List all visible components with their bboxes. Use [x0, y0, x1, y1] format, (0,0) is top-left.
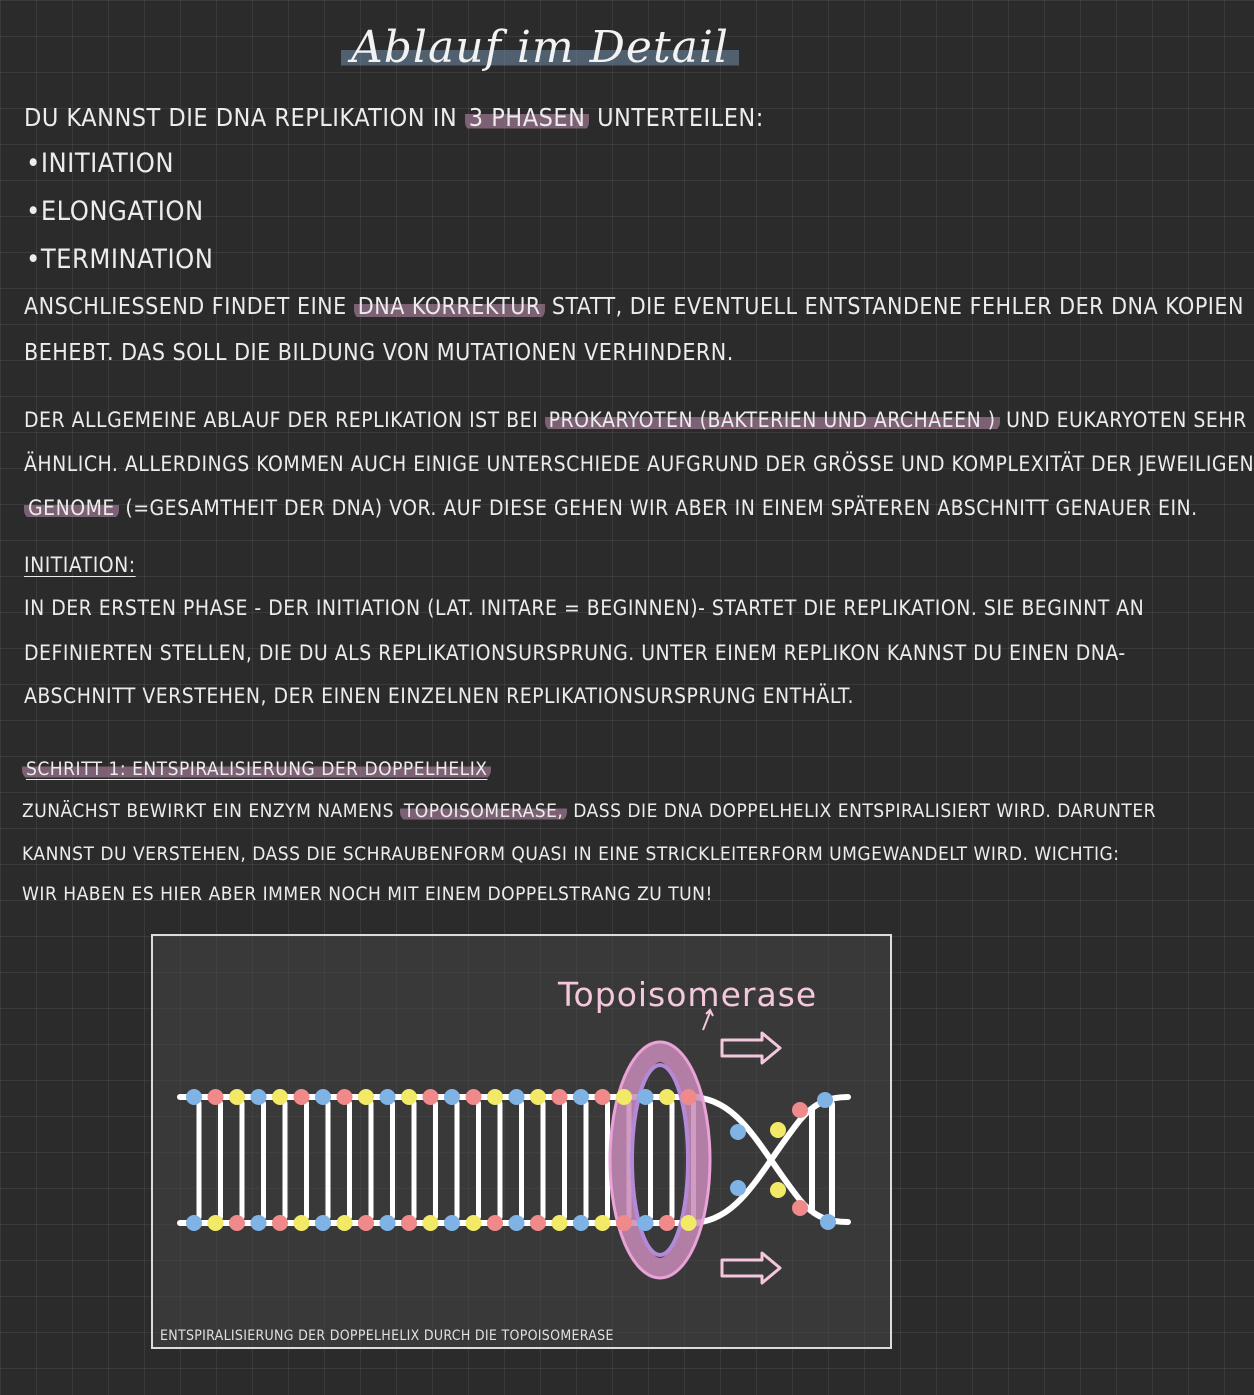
nucleotide-top	[466, 1089, 482, 1105]
nucleotide-bottom	[638, 1215, 654, 1231]
nucleotide-bottom	[358, 1215, 374, 1231]
highlight-korrektur: DNA KORREKTUR	[354, 294, 545, 320]
highlight-prokaryoten: PROKARYOTEN (BAKTERIEN UND ARCHAEEN )	[545, 408, 1000, 432]
figure-caption: ENTSPIRALISIERUNG DER DOPPELHELIX DURCH DIE TOPOISOMERASE	[160, 1328, 614, 1344]
nucleotide-top	[229, 1089, 245, 1105]
nucleotide-node	[817, 1092, 833, 1108]
highlight-genome: GENOME	[24, 496, 119, 520]
nucleotide-bottom	[509, 1215, 525, 1231]
nucleotide-top	[573, 1089, 589, 1105]
korrektur-line-2: BEHEBT. DAS SOLL DIE BILDUNG VON MUTATIONEN VERHINDERN.	[24, 340, 734, 366]
nucleotide-top	[380, 1089, 396, 1105]
nucleotide-bottom	[337, 1215, 353, 1231]
phase-item: •ELONGATION	[26, 196, 204, 227]
nucleotide-bottom	[466, 1215, 482, 1231]
nucleotide-top	[681, 1089, 697, 1105]
label-pointer-icon	[703, 1010, 713, 1030]
nucleotide-bottom	[315, 1215, 331, 1231]
step1-line: KANNST DU VERSTEHEN, DASS DIE SCHRAUBENFORM QUASI IN EINE STRICKLEITERFORM UMGEWANDELT WIRD. WICHTIG:	[22, 843, 1120, 865]
nucleotide-top	[294, 1089, 310, 1105]
nucleotide-bottom	[595, 1215, 611, 1231]
nucleotide-bottom	[208, 1215, 224, 1231]
nucleotide-top	[616, 1089, 632, 1105]
nucleotide-node	[792, 1102, 808, 1118]
arrow-right-icon	[722, 1253, 780, 1283]
nucleotide-top	[272, 1089, 288, 1105]
nucleotide-top	[208, 1089, 224, 1105]
general-line: GENOME (=GESAMTHEIT DER DNA) VOR. AUF DIESE GEHEN WIR ABER IN EINEM SPÄTEREN ABSCHNITT GENAUER EIN.	[24, 496, 1198, 520]
nucleotide-top	[251, 1089, 267, 1105]
dna-crossing	[690, 1097, 848, 1223]
highlight-topoisomerase: TOPOISOMERASE,	[400, 800, 567, 822]
nucleotide-node	[770, 1182, 786, 1198]
arrow-right-icon	[722, 1033, 780, 1063]
nucleotide-top	[401, 1089, 417, 1105]
nucleotide-bottom	[530, 1215, 546, 1231]
nucleotide-top	[444, 1089, 460, 1105]
step1-line: ZUNÄCHST BEWIRKT EIN ENZYM NAMENS TOPOISOMERASE, DASS DIE DNA DOPPELHELIX ENTSPIRALISIERT WIRD. DARUNTER	[22, 800, 1157, 822]
nucleotide-node	[792, 1200, 808, 1216]
nucleotide-bottom	[251, 1215, 267, 1231]
nucleotide-bottom	[444, 1215, 460, 1231]
nucleotide-bottom	[616, 1215, 632, 1231]
intro-line: DU KANNST DIE DNA REPLIKATION IN 3 PHASEN UNTERTEILEN:	[24, 103, 764, 132]
nucleotide-bottom	[552, 1215, 568, 1231]
korrektur-line: ANSCHLIESSEND FINDET EINE DNA KORREKTUR STATT, DIE EVENTUELL ENTSTANDENE FEHLER DER DNA KOPIEN	[24, 294, 1244, 320]
nucleotide-bottom	[573, 1215, 589, 1231]
nucleotide-top	[337, 1089, 353, 1105]
nucleotide-top	[186, 1089, 202, 1105]
nucleotide-top	[638, 1089, 654, 1105]
page-title: Ablauf im Detail	[0, 22, 1080, 73]
nucleotide-top	[552, 1089, 568, 1105]
nucleotide-bottom	[229, 1215, 245, 1231]
nucleotide-bottom	[423, 1215, 439, 1231]
initiation-line: ABSCHNITT VERSTEHEN, DER EINEN EINZELNEN REPLIKATIONSURSPRUNG ENTHÄLT.	[24, 684, 854, 708]
phase-item: •INITIATION	[26, 148, 175, 179]
nucleotide-top	[659, 1089, 675, 1105]
nucleotide-top	[315, 1089, 331, 1105]
nucleotide-bottom	[659, 1215, 675, 1231]
step1-heading: SCHRITT 1: ENTSPIRALISIERUNG DER DOPPELHELIX	[22, 758, 491, 780]
step1-line: WIR HABEN ES HIER ABER IMMER NOCH MIT EINEM DOPPELSTRANG ZU TUN!	[22, 883, 713, 905]
nucleotide-node	[820, 1214, 836, 1230]
nucleotide-top	[487, 1089, 503, 1105]
nucleotide-bottom	[272, 1215, 288, 1231]
nucleotide-bottom	[380, 1215, 396, 1231]
highlight-phases: 3 PHASEN	[465, 103, 590, 132]
initiation-line: IN DER ERSTEN PHASE - DER INITIATION (LAT. INITARE = BEGINNEN)- STARTET DIE REPLIKATION. SIE BEGINNT AN	[24, 596, 1145, 620]
nucleotide-top	[530, 1089, 546, 1105]
nucleotide-bottom	[186, 1215, 202, 1231]
nucleotide-top	[358, 1089, 374, 1105]
nucleotide-bottom	[294, 1215, 310, 1231]
initiation-line: DEFINIERTEN STELLEN, DIE DU ALS REPLIKATIONSURSPRUNG. UNTER EINEM REPLIKON KANNST DU EINEN DNA-	[24, 641, 1126, 665]
nucleotide-node	[730, 1124, 746, 1140]
nucleotide-top	[595, 1089, 611, 1105]
nucleotide-bottom	[487, 1215, 503, 1231]
nucleotide-bottom	[681, 1215, 697, 1231]
nucleotide-bottom	[401, 1215, 417, 1231]
nucleotide-top	[509, 1089, 525, 1105]
nucleotide-node	[770, 1122, 786, 1138]
nucleotide-top	[423, 1089, 439, 1105]
initiation-heading: INITIATION:	[24, 553, 136, 577]
general-line: DER ALLGEMEINE ABLAUF DER REPLIKATION IST BEI PROKARYOTEN (BAKTERIEN UND ARCHAEEN ) UND EUKARYOTEN SEHR	[24, 408, 1247, 432]
nucleotide-node	[730, 1180, 746, 1196]
phase-item: •TERMINATION	[26, 244, 214, 275]
figure-label: Topoisomerase	[558, 975, 818, 1014]
general-line: ÄHNLICH. ALLERDINGS KOMMEN AUCH EINIGE UNTERSCHIEDE AUFGRUND DER GRÖSSE UND KOMPLEXITÄT DER JEWEILIGEN	[24, 452, 1254, 476]
